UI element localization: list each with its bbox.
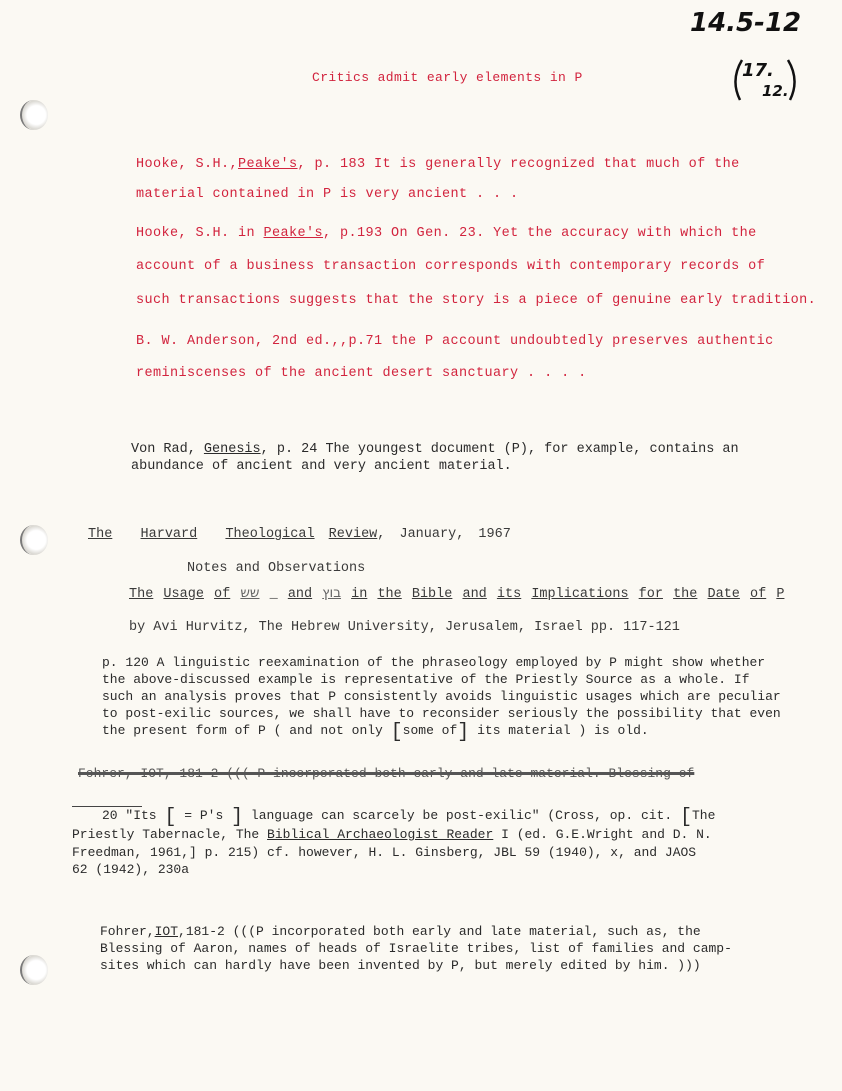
von-rad-line-2: abundance of ancient and very ancient material. [131,459,512,474]
quote-para-line-2: the above-discussed example is representative of the Priestly Source as a whole. If [102,672,750,687]
punch-hole-bottom [20,955,48,985]
genesis-title: Genesis [203,442,261,457]
anderson-quote-line-2: reminiscenses of the ancient desert sanctuary . . . . [136,366,587,381]
footnote-line-1: 20 "Its [ = P's ] language can scarcely be post-exilic" (Cross, op. cit. [The [102,806,716,829]
hooke-quote-line-4: account of a business transaction corresponds with contemporary records of [136,259,766,274]
section-title: Notes and Observations [187,561,366,576]
footnote-line-2: Priestly Tabernacle, The Biblical Archaeologist Reader I (ed. G.E.Wright and D. N. [72,827,712,842]
hooke-quote-line-3: Hooke, S.H. in Peake's, p.193 On Gen. 23. Yet the accuracy with which the [136,226,757,241]
hooke-quote-line-2: material contained in P is very ancient . . . [136,187,519,202]
struck-fohrer-line: Fohrer, IOT, 181-2 ((( P incorporated both early and late material. Blessing of [78,766,695,781]
footnote-line-3: Freedman, 1961,] p. 215) cf. however, H. L. Ginsberg, JBL 59 (1940), x, and JAOS [72,845,697,860]
iot-abbrev: IOT [154,924,179,939]
quote-para-line-5: the present form of P ( and not only [some of] its material ) is old. [102,721,649,744]
quote-para-line-4: to post-exilic sources, we shall have to reconsider seriously the possibility that even [102,706,781,721]
handwritten-note-bottom: 12. [762,82,789,100]
von-rad-line-1: Von Rad, Genesis, p. 24 The youngest document (P), for example, contains an [131,442,739,457]
peakes-title-2: Peake's [263,226,324,241]
journal-citation: The Harvard Theological Review, January, 1967 [88,527,511,542]
handwritten-parentheses [730,56,800,106]
article-title: The Usage of שש _ and בוץ in the Bible and its Implications for the Date of P [129,585,785,602]
quote-para-line-1: p. 120 A linguistic reexamination of the phraseology employed by P might show whether [102,655,766,670]
handwritten-code: 14.5-12 [690,8,802,38]
quote-para-line-3: such an analysis proves that P consistently avoids linguistic usages which are peculiar [102,689,781,704]
peakes-title-1: Peake's [238,157,298,172]
fohrer-line-3: sites which can hardly have been invented by P, but merely edited by him. ))) [100,958,701,973]
hebrew-word-2: בוץ [322,585,342,601]
article-byline: by Avi Hurvitz, The Hebrew University, Jerusalem, Israel pp. 117-121 [129,620,680,635]
hebrew-word-1: שש [240,585,260,601]
hooke-quote-line-5: such transactions suggests that the story is a piece of genuine early tradition. [136,293,817,308]
punch-hole-top [20,100,48,130]
anderson-quote-line-1: B. W. Anderson, 2nd ed.,,p.71 the P account undoubtedly preserves authentic [136,334,774,349]
handwritten-note-top: 17. [742,60,774,81]
fohrer-line-1: Fohrer,IOT,181-2 (((P incorporated both early and late material, such as, the [100,924,701,939]
page-heading: Critics admit early elements in P [312,70,583,85]
footnote-line-4: 62 (1942), 230a [72,862,190,877]
punch-hole-middle [20,525,48,555]
biblical-archaeologist-title: Biblical Archaeologist Reader [267,827,494,842]
fohrer-line-2: Blessing of Aaron, names of heads of Israelite tribes, list of families and camp- [100,941,732,956]
hooke-quote-line-1: Hooke, S.H.,Peake's, p. 183 It is generally recognized that much of the [136,157,740,172]
